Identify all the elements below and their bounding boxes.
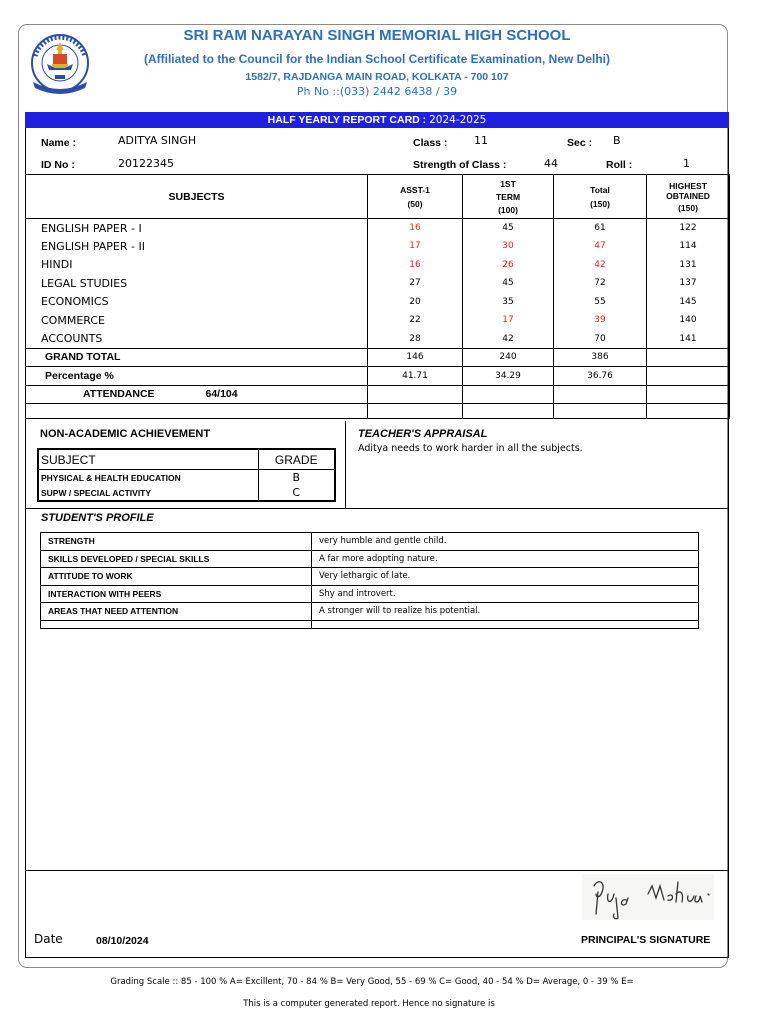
asst1-mark: 17 xyxy=(368,237,463,256)
activity-grade: B xyxy=(258,470,335,486)
term1-mark: 45 xyxy=(463,274,554,293)
grand-total-total: 386 xyxy=(554,348,647,367)
strength-label: Strength of Class : xyxy=(413,159,507,171)
table-row xyxy=(41,533,699,551)
term1-mark: 17 xyxy=(463,311,554,330)
empty-cell xyxy=(554,404,647,419)
table-row xyxy=(26,330,730,349)
profile-label: AREAS THAT NEED ATTENTION xyxy=(41,603,312,621)
activity-grade: C xyxy=(258,485,335,501)
table-row xyxy=(41,585,699,603)
percentage-label: Percentage % xyxy=(26,367,368,386)
total-header-line: Total xyxy=(590,184,610,195)
highest-header xyxy=(647,175,730,219)
asst1-mark: 20 xyxy=(368,293,463,312)
subject-name: ENGLISH PAPER - I xyxy=(26,219,368,238)
subjects-header: SUBJECTS xyxy=(26,175,368,219)
asst1-header xyxy=(368,175,463,219)
school-logo xyxy=(27,32,93,98)
percentage-asst1: 41.71 xyxy=(368,367,463,386)
highest-mark: 122 xyxy=(647,219,730,238)
term1-mark: 30 xyxy=(463,237,554,256)
sec-label: Sec : xyxy=(567,137,593,149)
total-mark: 70 xyxy=(554,330,647,349)
percentage-row xyxy=(26,367,730,386)
class-label: Class : xyxy=(413,137,448,149)
empty-cell xyxy=(312,620,699,628)
report-date: 08/10/2024 xyxy=(96,935,149,947)
table-row xyxy=(26,219,730,238)
asst1-mark: 16 xyxy=(368,256,463,275)
subject-name: ECONOMICS xyxy=(26,293,368,312)
grand-total-term1: 240 xyxy=(463,348,554,367)
id-label: ID No : xyxy=(41,159,75,171)
principal-signature-label: PRINCIPAL'S SIGNATURE xyxy=(581,934,711,946)
table-row xyxy=(26,293,730,312)
subject-name: ENGLISH PAPER - II xyxy=(26,237,368,256)
student-profile-title: STUDENT'S PROFILE xyxy=(41,512,154,524)
empty-cell xyxy=(647,404,730,419)
school-address: 1582/7, RAJDANGA MAIN ROAD, KOLKATA - 700 107 xyxy=(245,71,509,83)
subject-name: ACCOUNTS xyxy=(26,330,368,349)
attendance-label: ATTENDANCE xyxy=(83,388,155,401)
student-id: 20122345 xyxy=(118,157,174,170)
term1-header-line: 1ST xyxy=(500,178,516,189)
total-mark: 42 xyxy=(554,256,647,275)
total-header-max: (150) xyxy=(590,198,610,209)
school-name: SRI RAM NARAYAN SINGH MEMORIAL HIGH SCHOOL xyxy=(183,27,571,44)
empty-cell xyxy=(26,404,368,419)
section-divider xyxy=(25,508,729,509)
highest-mark: 137 xyxy=(647,274,730,293)
school-phone: Ph No ::(033) 2442 6438 / 39 xyxy=(296,85,458,98)
teacher-appraisal-text: Aditya needs to work harder in all the subjects. xyxy=(358,443,583,454)
teacher-appraisal-title: TEACHER'S APPRAISAL xyxy=(358,428,488,440)
total-mark: 61 xyxy=(554,219,647,238)
asst1-mark: 27 xyxy=(368,274,463,293)
table-row xyxy=(26,311,730,330)
activity-name: SUPW / SPECIAL ACTIVITY xyxy=(41,487,152,498)
subject-name: HINDI xyxy=(26,256,368,275)
table-row xyxy=(38,485,335,501)
asst1-mark: 22 xyxy=(368,311,463,330)
empty-cell xyxy=(647,385,730,404)
highest-mark: 140 xyxy=(647,311,730,330)
highest-mark: 141 xyxy=(647,330,730,349)
student-sec: B xyxy=(613,134,621,147)
activity-name: PHYSICAL & HEALTH EDUCATION xyxy=(41,472,181,483)
report-title-banner xyxy=(25,112,729,128)
roll-label: Roll : xyxy=(606,159,633,171)
profile-label: ATTITUDE TO WORK xyxy=(41,568,312,586)
profile-value: Very lethargic of late. xyxy=(312,568,699,586)
empty-cell xyxy=(368,385,463,404)
student-class: 11 xyxy=(474,134,488,147)
non-academic-table xyxy=(37,448,336,502)
principal-signature-image xyxy=(582,874,714,920)
date-label: Date xyxy=(34,932,63,946)
total-mark: 39 xyxy=(554,311,647,330)
total-header xyxy=(554,175,647,219)
table-row xyxy=(41,568,699,586)
section-divider xyxy=(25,870,729,871)
section-divider xyxy=(345,421,346,508)
term1-header-max: (100) xyxy=(498,204,518,215)
term1-mark: 35 xyxy=(463,293,554,312)
percentage-total: 36.76 xyxy=(554,367,647,386)
empty-cell xyxy=(368,404,463,419)
term1-mark: 26 xyxy=(463,256,554,275)
highest-mark: 114 xyxy=(647,237,730,256)
table-row xyxy=(26,237,730,256)
table-row xyxy=(26,256,730,275)
percentage-highest xyxy=(647,367,730,386)
grading-scale: Grading Scale :: 85 - 100 % A= Excillent, 70 - 84 % B= Very Good, 55 - 69 % C= Good, 40 - 54 % D= Average, 0 - 39 % E= xyxy=(110,977,634,987)
attendance-value: 64/104 xyxy=(205,388,238,401)
total-mark: 55 xyxy=(554,293,647,312)
profile-value: very humble and gentle child. xyxy=(312,533,699,551)
subject-name: LEGAL STUDIES xyxy=(26,274,368,293)
profile-label: INTERACTION WITH PEERS xyxy=(41,585,312,603)
total-mark: 47 xyxy=(554,237,647,256)
term1-mark: 42 xyxy=(463,330,554,349)
subject-name: COMMERCE xyxy=(26,311,368,330)
profile-label: SKILLS DEVELOPED / SPECIAL SKILLS xyxy=(41,550,312,568)
total-mark: 72 xyxy=(554,274,647,293)
asst1-mark: 16 xyxy=(368,219,463,238)
table-row xyxy=(41,603,699,621)
non-academic-header-row xyxy=(38,449,335,470)
school-affiliation: (Affiliated to the Council for the Indian School Certificate Examination, New Delhi) xyxy=(143,52,611,66)
student-name: ADITYA SINGH xyxy=(118,134,197,147)
highest-mark: 145 xyxy=(647,293,730,312)
empty-cell xyxy=(41,620,312,628)
profile-value: Shy and introvert. xyxy=(312,585,699,603)
term1-header xyxy=(463,175,554,219)
table-row xyxy=(41,620,699,628)
table-row xyxy=(38,470,335,486)
profile-value: A stronger will to realize his potential. xyxy=(312,603,699,621)
grade-header: GRADE xyxy=(258,449,335,470)
grand-total-row xyxy=(26,348,730,367)
asst1-header-line: ASST-1 xyxy=(400,184,430,195)
profile-label: STRENGTH xyxy=(41,533,312,551)
highest-header-max: (150) xyxy=(678,202,698,213)
table-row xyxy=(26,274,730,293)
term1-mark: 45 xyxy=(463,219,554,238)
marks-header-row xyxy=(26,175,730,219)
grand-total-highest xyxy=(647,348,730,367)
class-strength: 44 xyxy=(544,157,558,170)
asst1-mark: 28 xyxy=(368,330,463,349)
highest-header-line2: OBTAINED xyxy=(666,190,710,201)
attendance-cell xyxy=(26,385,368,404)
term1-header-line2: TERM xyxy=(495,191,521,202)
blank-row xyxy=(26,404,730,419)
profile-value: A far more adopting nature. xyxy=(312,550,699,568)
percentage-term1: 34.29 xyxy=(463,367,554,386)
student-profile-table xyxy=(40,532,699,629)
report-title: HALF YEARLY REPORT CARD : xyxy=(267,114,427,126)
highest-mark: 131 xyxy=(647,256,730,275)
grand-total-asst1: 146 xyxy=(368,348,463,367)
student-roll: 1 xyxy=(683,157,690,170)
empty-cell xyxy=(554,385,647,404)
highest-header-line: HIGHEST xyxy=(669,180,707,191)
empty-cell xyxy=(463,404,554,419)
empty-cell xyxy=(463,385,554,404)
marks-table xyxy=(25,174,730,419)
non-academic-title: NON-ACADEMIC ACHIEVEMENT xyxy=(40,428,211,440)
computer-generated-note: This is a computer generated report. Hence no signature is xyxy=(243,999,495,1009)
name-label: Name : xyxy=(41,137,77,149)
table-row xyxy=(41,550,699,568)
grade-subject-header: SUBJECT xyxy=(38,449,258,470)
report-year: 2024-2025 xyxy=(429,114,487,126)
grand-total-label: GRAND TOTAL xyxy=(26,348,368,367)
attendance-row xyxy=(26,385,730,404)
asst1-header-max: (50) xyxy=(407,198,423,209)
